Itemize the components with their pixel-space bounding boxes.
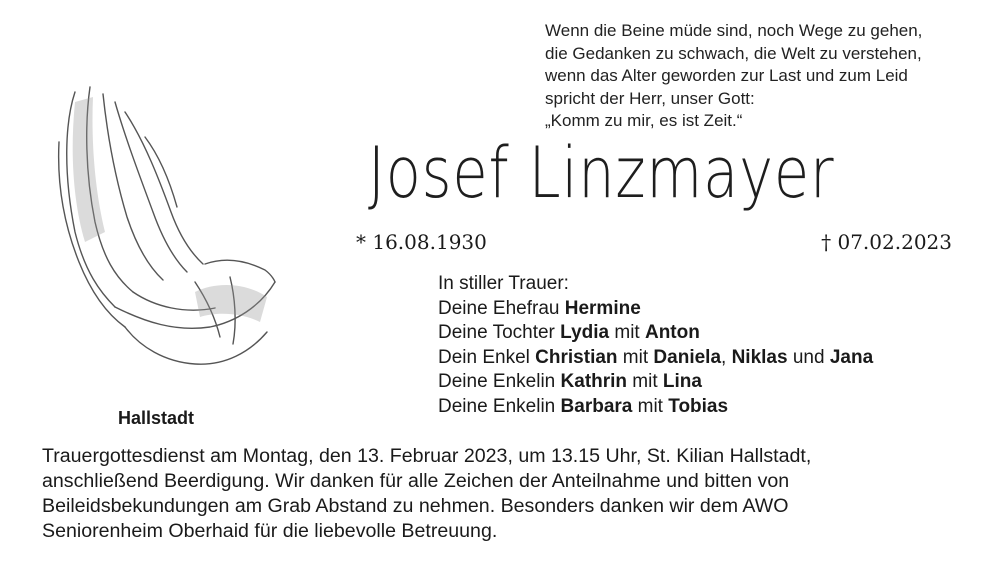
mourners-heading: In stiller Trauer:	[438, 273, 569, 294]
mourner-name: Daniela	[653, 346, 722, 368]
mourner-line: Deine Enkelin Kathrin mit Lina	[438, 371, 702, 393]
poem	[545, 20, 975, 133]
deceased-name: Josef Linzmayer	[368, 132, 835, 214]
service-notice	[42, 444, 972, 544]
birth-date: * 16.08.1930	[356, 230, 487, 254]
mourner-name: Jana	[829, 346, 874, 368]
mourner-name: Barbara	[560, 395, 633, 417]
place-name: Hallstadt	[118, 408, 195, 428]
notice-line: Beileidsbekundungen am Grab Abstand zu nehmen. Besonders danken wir dem AWO	[42, 495, 789, 517]
mourner-name: Anton	[644, 322, 700, 344]
mourner-name: Lydia	[560, 322, 610, 344]
notice-line: Seniorenheim Oberhaid für die liebevolle Betreuung.	[42, 520, 498, 542]
poem-line: „Komm zu mir, es ist Zeit.“	[545, 111, 743, 130]
poem-line: Wenn die Beine müde sind, noch Wege zu gehen,	[545, 21, 923, 40]
mourner-line: Deine Enkelin Barbara mit Tobias	[438, 395, 729, 417]
poem-line: die Gedanken zu schwach, die Welt zu verstehen,	[545, 43, 922, 63]
mourner-name: Lina	[662, 371, 702, 393]
notice-line: Trauergottesdienst am Montag, den 13. Februar 2023, um 13.15 Uhr, St. Kilian Hallstadt,	[42, 445, 812, 467]
mourner-name: Christian	[535, 346, 618, 368]
poem-line: spricht der Herr, unser Gott:	[545, 88, 755, 108]
mourners-list	[438, 272, 873, 420]
mourner-line: Deine Tochter Lydia mit Anton	[438, 322, 700, 344]
mourner-line: Dein Enkel Christian mit Daniela, Niklas und Jana	[438, 346, 874, 368]
mourner-name: Kathrin	[560, 371, 628, 393]
poem-line: wenn das Alter geworden zur Last und zum Leid	[545, 66, 908, 85]
death-date: † 07.02.2023	[821, 230, 952, 254]
mourner-name: Tobias	[668, 395, 729, 417]
mourner-name: Hermine	[564, 297, 641, 319]
praying-hands-icon	[45, 82, 285, 382]
mourner-name: Niklas	[731, 346, 788, 368]
mourner-line: Deine Ehefrau Hermine	[438, 297, 641, 319]
notice-line: anschließend Beerdigung. Wir danken für alle Zeichen der Anteilnahme und bitten von	[42, 470, 790, 492]
